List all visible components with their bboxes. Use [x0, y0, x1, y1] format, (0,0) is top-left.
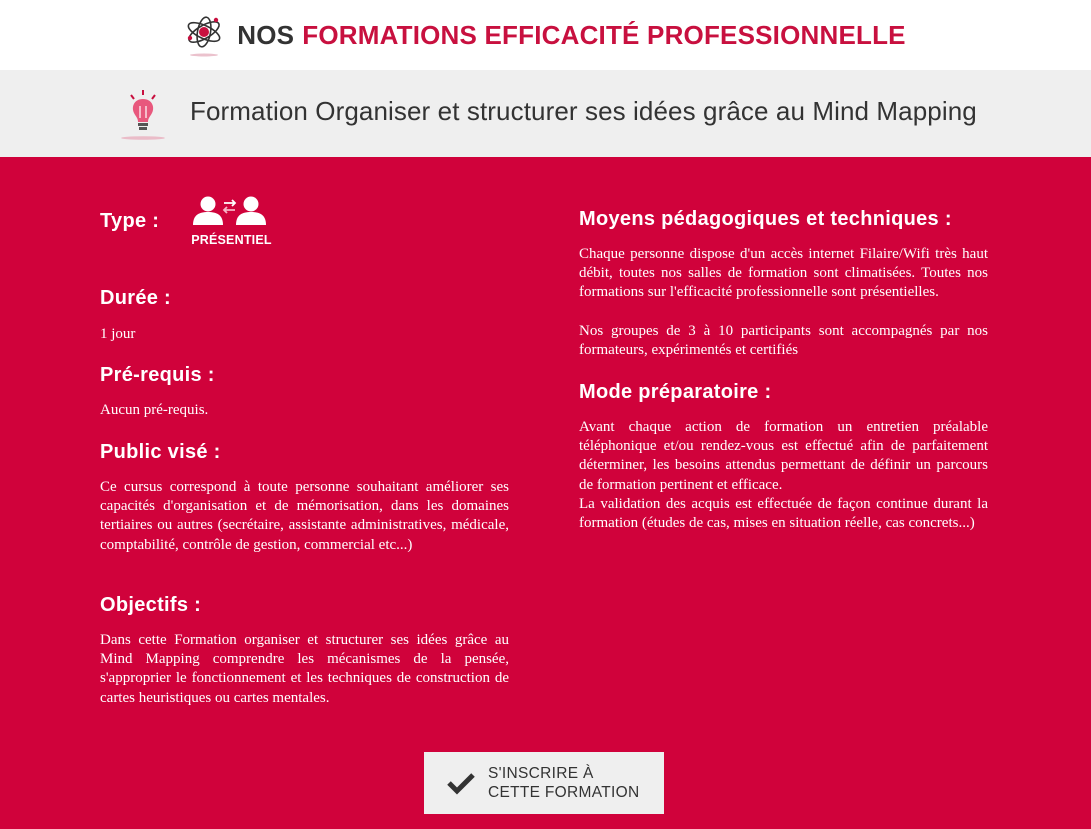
signup-label [488, 764, 639, 802]
type-row [100, 195, 271, 251]
duree-value: 1 jour [100, 326, 136, 342]
signup-button[interactable] [424, 752, 664, 814]
heading-prefix: NOS [237, 19, 295, 50]
course-title-bar [0, 70, 1091, 157]
signup-label-line1: S'INSCRIRE À [488, 765, 594, 782]
objectifs-value: Dans cette Formation organiser et structurer ses idées grâce au Mind Mapping comprendre les mécanismes de la pensée, s'approprier le fonctionnement et les techniques de construction de cartes heuristiques ou cartes mentales. [100, 632, 509, 706]
mode-heading: Mode préparatoire : [579, 381, 772, 403]
mode-paragraph-2: La validation des acquis est effectuée de façon continue durant la formation (études de cas, mises en situation réelle, cas concrets...) [579, 496, 988, 532]
type-label: Type : [100, 210, 160, 232]
prerequis-value: Aucun pré-requis. [100, 402, 209, 418]
public-heading: Public visé : [100, 441, 221, 463]
objectifs-heading: Objectifs : [100, 594, 202, 616]
people-exchange-icon [191, 195, 271, 233]
public-value: Ce cursus correspond à toute personne souhaitant améliorer ses capacités d'organisation et de mémorisation, dans les domaines tertiaires ou autres (secrétaire, assistante administratives, médicale, comptabilité, contrôle de gestion, commercial etc...) [100, 479, 509, 553]
moyens-heading: Moyens pédagogiques et techniques : [579, 208, 952, 230]
page-heading [185, 12, 905, 58]
presentiel-label: PRÉSENTIEL [191, 233, 272, 247]
top-header [0, 0, 1091, 70]
prerequis-heading: Pré-requis : [100, 364, 215, 386]
moyens-paragraph-2: Nos groupes de 3 à 10 participants sont accompagnés par nos formateurs, expérimentés et certifiés [579, 323, 988, 359]
signup-label-line2: CETTE FORMATION [488, 784, 640, 801]
course-details-panel [0, 157, 1091, 829]
heading-highlight: FORMATIONS EFFICACITÉ PROFESSIONNELLE [302, 19, 906, 50]
duree-heading: Durée : [100, 287, 172, 309]
atom-icon [185, 12, 223, 58]
course-title: Formation Organiser et structurer ses idées grâce au Mind Mapping [190, 96, 977, 126]
checkmark-icon [446, 771, 476, 795]
lightbulb-icon [118, 88, 168, 142]
moyens-paragraph-1: Chaque personne dispose d'un accès internet Filaire/Wifi très haut débit, toutes nos salles de formation sont climatisées. Toutes nos formations sur l'efficacité professionnelle sont présentielles. [579, 246, 988, 301]
mode-paragraph-1: Avant chaque action de formation un entretien préalable téléphonique et/ou rendez-vous est effectué afin de parfaitement déterminer, les besoins attendus permettant de définir un parcours de formation pertinent et efficace. [579, 419, 988, 493]
presentiel-badge [191, 195, 271, 251]
